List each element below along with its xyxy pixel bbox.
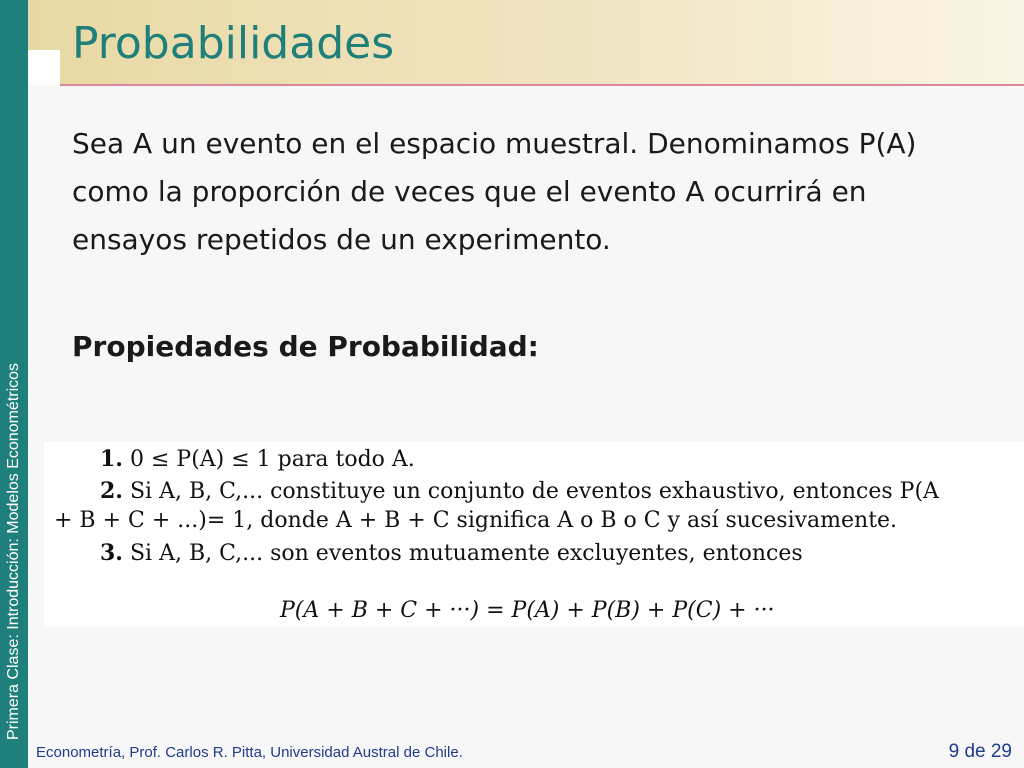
property-1-text: 0 ≤ P(A) ≤ 1 para todo A. [129,447,415,472]
title-divider [60,84,1024,86]
property-3-number: 3. [100,540,123,566]
additivity-formula: P(A + B + C + ···) = P(A) + P(B) + P(C) + ··· [280,598,775,623]
properties-heading: Propiedades de Probabilidad: [72,330,539,363]
page-number: 9 de 29 [948,741,1012,762]
property-1 [100,446,415,472]
property-1-number: 1. [100,446,123,472]
property-2-number: 2. [100,478,123,504]
property-2-continuation: + B + C + ...)= 1, donde A + B + C significa A o B o C y así sucesivamente. [54,508,898,533]
definition-paragraph: Sea A un evento en el espacio muestral. Denominamos P(A) como la proporción de veces que el evento A ocurrirá en ensayos repetidos de un experimento. [72,127,917,256]
property-2 [100,478,939,504]
footer-credit: Econometría, Prof. Carlos R. Pitta, Universidad Austral de Chile. [36,744,463,761]
property-3 [100,540,803,566]
properties-image [44,442,1024,627]
property-2-text: Si A, B, C,... constituye un conjunto de eventos exhaustivo, entonces P(A [129,479,939,504]
slide-title: Probabilidades [72,18,395,69]
title-notch [28,50,60,85]
sidebar-band [0,0,28,768]
sidebar-course-label: Primera Clase: Introducción: Modelos Econométricos [5,362,22,740]
property-3-text: Si A, B, C,... son eventos mutuamente excluyentes, entonces [129,541,803,566]
